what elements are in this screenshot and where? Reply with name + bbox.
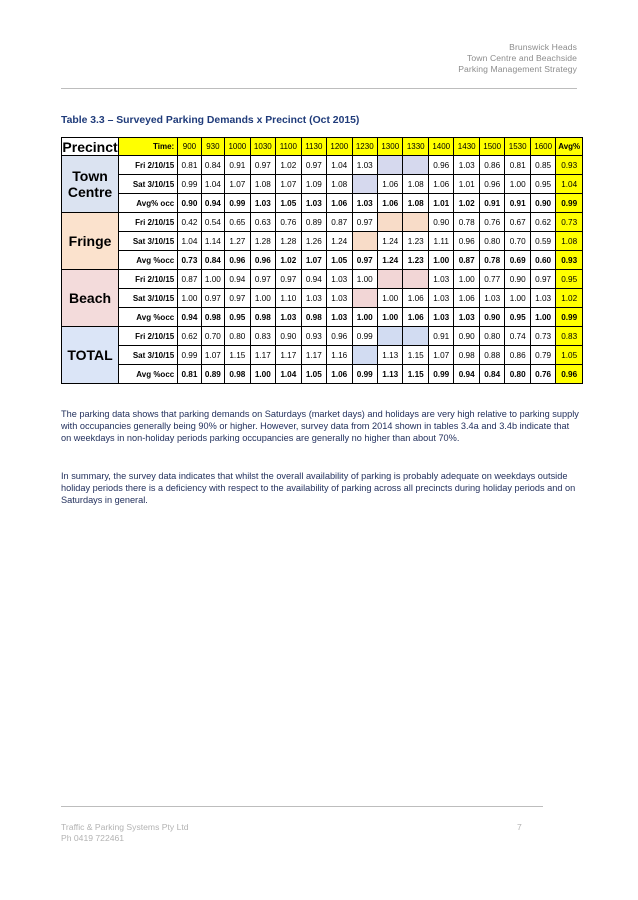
occupancy-cell: 0.67 <box>505 213 530 232</box>
total-row <box>62 346 583 365</box>
occupancy-cell: 0.90 <box>276 327 301 346</box>
occupancy-cell: 1.00 <box>505 289 530 308</box>
time-header: 1130 <box>301 138 326 156</box>
occupancy-cell: 0.63 <box>250 213 275 232</box>
time-header: 1530 <box>505 138 530 156</box>
occupancy-cell: 0.90 <box>530 194 555 213</box>
row-average-cell: 0.96 <box>556 365 583 384</box>
occupancy-cell: 0.81 <box>178 365 201 384</box>
occupancy-cell: 1.28 <box>276 232 301 251</box>
beach-row <box>62 308 583 327</box>
occupancy-cell: 1.08 <box>250 175 275 194</box>
occupancy-cell: 0.78 <box>479 251 504 270</box>
town-centre-row <box>62 156 583 175</box>
row-label: Sat 3/10/15 <box>119 232 178 251</box>
occupancy-cell: 0.70 <box>201 327 224 346</box>
occupancy-cell: 1.24 <box>378 232 403 251</box>
occupancy-cell: 0.97 <box>250 270 275 289</box>
page-header <box>458 42 577 75</box>
time-header: 1300 <box>378 138 403 156</box>
precinct-name: Fringe <box>62 213 119 270</box>
avg-header: Avg% <box>556 138 583 156</box>
occupancy-cell: 0.96 <box>428 156 453 175</box>
occupancy-cell: 0.91 <box>225 156 250 175</box>
occupancy-cell: 0.86 <box>479 156 504 175</box>
row-average-cell: 0.95 <box>556 270 583 289</box>
row-average-cell: 0.99 <box>556 308 583 327</box>
occupancy-cell: 1.03 <box>454 308 479 327</box>
occupancy-cell: 0.94 <box>225 270 250 289</box>
occupancy-cell: 1.07 <box>301 251 326 270</box>
occupancy-cell: 1.00 <box>352 270 377 289</box>
fringe-row <box>62 232 583 251</box>
occupancy-cell: 1.03 <box>428 289 453 308</box>
occupancy-cell: 1.06 <box>454 289 479 308</box>
occupancy-cell: 0.96 <box>327 327 352 346</box>
table-caption: Table 3.3 – Surveyed Parking Demands x Precinct (Oct 2015) <box>61 115 360 126</box>
time-header: 1200 <box>327 138 352 156</box>
row-average-cell: 1.02 <box>556 289 583 308</box>
occupancy-cell: 0.89 <box>301 213 326 232</box>
header-divider <box>61 88 577 89</box>
occupancy-cell: 0.80 <box>479 327 504 346</box>
occupancy-cell: 0.90 <box>505 270 530 289</box>
occupancy-cell: 1.00 <box>505 175 530 194</box>
occupancy-cell: 0.78 <box>454 213 479 232</box>
precinct-header: Precinct <box>62 138 118 155</box>
occupancy-cell: 0.99 <box>225 194 250 213</box>
occupancy-cell <box>378 270 403 289</box>
header-line-2: Town Centre and Beachside <box>467 53 577 63</box>
occupancy-cell: 1.00 <box>352 308 377 327</box>
occupancy-cell: 1.26 <box>301 232 326 251</box>
occupancy-cell: 1.04 <box>276 365 301 384</box>
occupancy-cell: 1.07 <box>276 175 301 194</box>
time-header: 1500 <box>479 138 504 156</box>
occupancy-cell: 1.04 <box>327 156 352 175</box>
occupancy-cell: 1.27 <box>225 232 250 251</box>
occupancy-cell: 1.03 <box>479 289 504 308</box>
footer-company: Traffic & Parking Systems Pty Ltd <box>61 822 189 832</box>
occupancy-cell: 0.97 <box>352 251 377 270</box>
occupancy-cell: 0.88 <box>479 346 504 365</box>
footer-divider <box>61 806 543 807</box>
paragraph-summary: In summary, the survey data indicates that whilst the overall availability of parking is probably adequate on weekdays outside holiday periods there is a deficiency with respect to the availability of parking across all precincts during holiday periods and on Saturdays in general. <box>61 471 576 505</box>
occupancy-cell: 0.98 <box>250 308 275 327</box>
town-centre-row <box>62 175 583 194</box>
occupancy-cell: 0.87 <box>454 251 479 270</box>
occupancy-cell: 0.90 <box>454 327 479 346</box>
occupancy-cell: 0.95 <box>530 175 555 194</box>
row-label: Avg% occ <box>119 194 178 213</box>
occupancy-cell: 0.98 <box>201 308 224 327</box>
time-header: 1600 <box>530 138 555 156</box>
occupancy-cell: 0.98 <box>454 346 479 365</box>
occupancy-cell: 1.17 <box>301 346 326 365</box>
fringe-row <box>62 251 583 270</box>
occupancy-cell: 0.73 <box>178 251 201 270</box>
occupancy-cell: 1.03 <box>454 156 479 175</box>
occupancy-cell <box>378 327 403 346</box>
occupancy-cell: 0.97 <box>276 270 301 289</box>
occupancy-cell: 1.06 <box>403 289 428 308</box>
row-label: Fri 2/10/15 <box>119 270 178 289</box>
occupancy-cell: 1.09 <box>301 175 326 194</box>
occupancy-cell: 1.14 <box>201 232 224 251</box>
occupancy-cell: 1.06 <box>327 194 352 213</box>
occupancy-cell: 0.84 <box>479 365 504 384</box>
occupancy-cell: 0.91 <box>479 194 504 213</box>
occupancy-cell: 0.76 <box>530 365 555 384</box>
occupancy-cell: 0.76 <box>479 213 504 232</box>
occupancy-cell: 0.91 <box>428 327 453 346</box>
occupancy-cell: 1.13 <box>378 346 403 365</box>
occupancy-cell: 1.13 <box>378 365 403 384</box>
row-label: Fri 2/10/15 <box>119 213 178 232</box>
occupancy-cell: 0.90 <box>479 308 504 327</box>
row-average-cell: 1.04 <box>556 175 583 194</box>
occupancy-cell: 0.87 <box>178 270 201 289</box>
occupancy-cell: 0.84 <box>201 156 224 175</box>
occupancy-cell: 0.60 <box>530 251 555 270</box>
occupancy-cell: 0.77 <box>479 270 504 289</box>
occupancy-cell: 0.54 <box>201 213 224 232</box>
occupancy-cell: 0.84 <box>201 251 224 270</box>
occupancy-cell: 0.97 <box>225 289 250 308</box>
occupancy-cell: 1.00 <box>454 270 479 289</box>
row-label: Fri 2/10/15 <box>119 327 178 346</box>
occupancy-cell: 1.06 <box>428 175 453 194</box>
time-header: 1230 <box>352 138 377 156</box>
occupancy-cell: 1.06 <box>378 194 403 213</box>
occupancy-cell: 1.05 <box>327 251 352 270</box>
occupancy-cell <box>352 289 377 308</box>
occupancy-cell: 0.42 <box>178 213 201 232</box>
occupancy-cell: 1.15 <box>403 346 428 365</box>
occupancy-cell: 1.00 <box>428 251 453 270</box>
occupancy-cell: 1.05 <box>301 365 326 384</box>
time-header: 1000 <box>225 138 250 156</box>
occupancy-cell: 1.03 <box>301 289 326 308</box>
occupancy-cell: 0.79 <box>530 346 555 365</box>
occupancy-cell: 0.62 <box>178 327 201 346</box>
occupancy-cell: 0.94 <box>201 194 224 213</box>
time-header: 930 <box>201 138 224 156</box>
occupancy-cell <box>352 346 377 365</box>
occupancy-cell: 1.06 <box>403 308 428 327</box>
occupancy-cell: 0.99 <box>352 365 377 384</box>
occupancy-cell: 1.02 <box>276 156 301 175</box>
occupancy-cell: 0.96 <box>225 251 250 270</box>
occupancy-cell: 0.87 <box>327 213 352 232</box>
occupancy-cell: 1.02 <box>276 251 301 270</box>
occupancy-cell: 1.00 <box>378 289 403 308</box>
occupancy-cell: 0.97 <box>530 270 555 289</box>
occupancy-cell <box>403 156 428 175</box>
beach-row <box>62 270 583 289</box>
occupancy-cell: 0.74 <box>505 327 530 346</box>
time-header: 1400 <box>428 138 453 156</box>
occupancy-cell: 0.62 <box>530 213 555 232</box>
occupancy-cell: 1.07 <box>201 346 224 365</box>
row-average-cell: 0.93 <box>556 156 583 175</box>
occupancy-cell: 1.00 <box>530 308 555 327</box>
occupancy-cell: 1.23 <box>403 251 428 270</box>
footer-phone: Ph 0419 722461 <box>61 833 125 843</box>
occupancy-cell: 0.97 <box>250 156 275 175</box>
occupancy-cell: 1.08 <box>403 175 428 194</box>
occupancy-cell: 0.97 <box>352 213 377 232</box>
occupancy-cell: 1.02 <box>454 194 479 213</box>
occupancy-cell: 1.03 <box>428 308 453 327</box>
row-label: Sat 3/10/15 <box>119 289 178 308</box>
row-label: Fri 2/10/15 <box>119 156 178 175</box>
row-label: Sat 3/10/15 <box>119 175 178 194</box>
occupancy-cell: 0.96 <box>454 232 479 251</box>
occupancy-cell: 1.03 <box>352 194 377 213</box>
occupancy-cell: 0.89 <box>201 365 224 384</box>
occupancy-cell: 0.99 <box>178 346 201 365</box>
occupancy-cell: 1.03 <box>530 289 555 308</box>
town-centre-row <box>62 194 583 213</box>
occupancy-cell: 1.06 <box>378 175 403 194</box>
occupancy-cell: 1.03 <box>327 289 352 308</box>
total-row <box>62 327 583 346</box>
occupancy-cell: 1.04 <box>201 175 224 194</box>
time-header: 1330 <box>403 138 428 156</box>
occupancy-cell: 1.10 <box>276 289 301 308</box>
occupancy-cell: 1.11 <box>428 232 453 251</box>
precinct-name: Town Centre <box>62 156 119 213</box>
occupancy-cell: 0.95 <box>225 308 250 327</box>
fringe-row <box>62 213 583 232</box>
occupancy-cell: 1.03 <box>327 270 352 289</box>
occupancy-cell: 1.03 <box>428 270 453 289</box>
occupancy-cell: 1.17 <box>250 346 275 365</box>
table-header-row <box>62 138 583 156</box>
occupancy-cell: 1.07 <box>225 175 250 194</box>
occupancy-cell: 0.76 <box>276 213 301 232</box>
header-line-1: Brunswick Heads <box>509 42 577 52</box>
occupancy-cell: 1.05 <box>276 194 301 213</box>
table-body <box>62 138 583 384</box>
occupancy-cell: 0.97 <box>201 289 224 308</box>
occupancy-cell: 0.93 <box>301 327 326 346</box>
occupancy-cell: 0.99 <box>428 365 453 384</box>
row-label: Avg %occ <box>119 365 178 384</box>
occupancy-cell: 0.94 <box>454 365 479 384</box>
row-label: Sat 3/10/15 <box>119 346 178 365</box>
paragraph-parking-data: The parking data shows that parking demands on Saturdays (market days) and holidays are very high relative to parking supply with occupancies generally being 90% or higher. However, survey data from 2014 shown in tables 3.4a and 3.4b indicate that on weekdays in non-holiday periods parking occupancies are generally no higher than about 70%. <box>61 409 579 443</box>
occupancy-cell: 0.69 <box>505 251 530 270</box>
occupancy-cell: 1.00 <box>250 365 275 384</box>
occupancy-cell <box>378 156 403 175</box>
row-average-cell: 0.99 <box>556 194 583 213</box>
total-row <box>62 365 583 384</box>
occupancy-cell: 0.65 <box>225 213 250 232</box>
occupancy-cell <box>352 232 377 251</box>
occupancy-cell: 0.90 <box>178 194 201 213</box>
time-header: 1430 <box>454 138 479 156</box>
occupancy-cell <box>352 175 377 194</box>
occupancy-cell: 1.00 <box>201 270 224 289</box>
occupancy-cell: 0.91 <box>505 194 530 213</box>
beach-row <box>62 289 583 308</box>
occupancy-cell: 1.01 <box>428 194 453 213</box>
occupancy-cell: 0.80 <box>225 327 250 346</box>
occupancy-cell: 0.70 <box>505 232 530 251</box>
time-label: Time: <box>119 138 178 156</box>
occupancy-cell: 1.03 <box>327 308 352 327</box>
row-label: Avg %occ <box>119 251 178 270</box>
occupancy-cell: 0.81 <box>178 156 201 175</box>
occupancy-cell: 0.86 <box>505 346 530 365</box>
occupancy-cell: 1.00 <box>178 289 201 308</box>
occupancy-cell: 0.94 <box>301 270 326 289</box>
occupancy-cell: 0.99 <box>178 175 201 194</box>
occupancy-cell: 0.94 <box>178 308 201 327</box>
occupancy-cell: 1.03 <box>250 194 275 213</box>
occupancy-cell: 1.15 <box>225 346 250 365</box>
occupancy-cell: 0.96 <box>479 175 504 194</box>
occupancy-cell: 0.59 <box>530 232 555 251</box>
occupancy-cell: 0.98 <box>301 308 326 327</box>
occupancy-cell: 1.17 <box>276 346 301 365</box>
occupancy-cell: 0.73 <box>530 327 555 346</box>
occupancy-cell: 1.23 <box>403 232 428 251</box>
occupancy-cell: 1.04 <box>178 232 201 251</box>
occupancy-cell <box>403 327 428 346</box>
time-header: 1030 <box>250 138 275 156</box>
occupancy-cell: 1.00 <box>250 289 275 308</box>
occupancy-cell: 1.15 <box>403 365 428 384</box>
occupancy-cell: 0.80 <box>505 365 530 384</box>
row-average-cell: 1.08 <box>556 232 583 251</box>
occupancy-cell: 0.97 <box>301 156 326 175</box>
occupancy-cell <box>378 213 403 232</box>
occupancy-cell: 0.83 <box>250 327 275 346</box>
time-header: 1100 <box>276 138 301 156</box>
occupancy-cell: 0.80 <box>479 232 504 251</box>
occupancy-cell: 1.24 <box>378 251 403 270</box>
occupancy-cell <box>403 270 428 289</box>
occupancy-cell: 0.81 <box>505 156 530 175</box>
occupancy-cell: 1.06 <box>327 365 352 384</box>
precinct-name: Beach <box>62 270 119 327</box>
occupancy-cell: 1.07 <box>428 346 453 365</box>
occupancy-cell <box>403 213 428 232</box>
occupancy-cell: 1.08 <box>327 175 352 194</box>
occupancy-cell: 1.00 <box>378 308 403 327</box>
row-label: Avg %occ <box>119 308 178 327</box>
occupancy-cell: 1.01 <box>454 175 479 194</box>
row-average-cell: 1.05 <box>556 346 583 365</box>
occupancy-cell: 0.95 <box>505 308 530 327</box>
occupancy-cell: 1.16 <box>327 346 352 365</box>
occupancy-cell: 0.90 <box>428 213 453 232</box>
precinct-name: TOTAL <box>62 327 119 384</box>
time-header: 900 <box>178 138 201 156</box>
occupancy-cell: 1.08 <box>403 194 428 213</box>
parking-demand-table <box>61 137 583 384</box>
header-line-3: Parking Management Strategy <box>458 64 577 74</box>
occupancy-cell: 0.98 <box>225 365 250 384</box>
page-footer <box>61 822 189 844</box>
occupancy-cell: 1.28 <box>250 232 275 251</box>
occupancy-cell: 0.96 <box>250 251 275 270</box>
row-average-cell: 0.93 <box>556 251 583 270</box>
row-average-cell: 0.73 <box>556 213 583 232</box>
occupancy-cell: 1.24 <box>327 232 352 251</box>
page-number: 7 <box>517 822 522 832</box>
occupancy-cell: 1.03 <box>352 156 377 175</box>
occupancy-cell: 0.99 <box>352 327 377 346</box>
occupancy-cell: 1.03 <box>301 194 326 213</box>
occupancy-cell: 0.85 <box>530 156 555 175</box>
row-average-cell: 0.83 <box>556 327 583 346</box>
occupancy-cell: 1.03 <box>276 308 301 327</box>
